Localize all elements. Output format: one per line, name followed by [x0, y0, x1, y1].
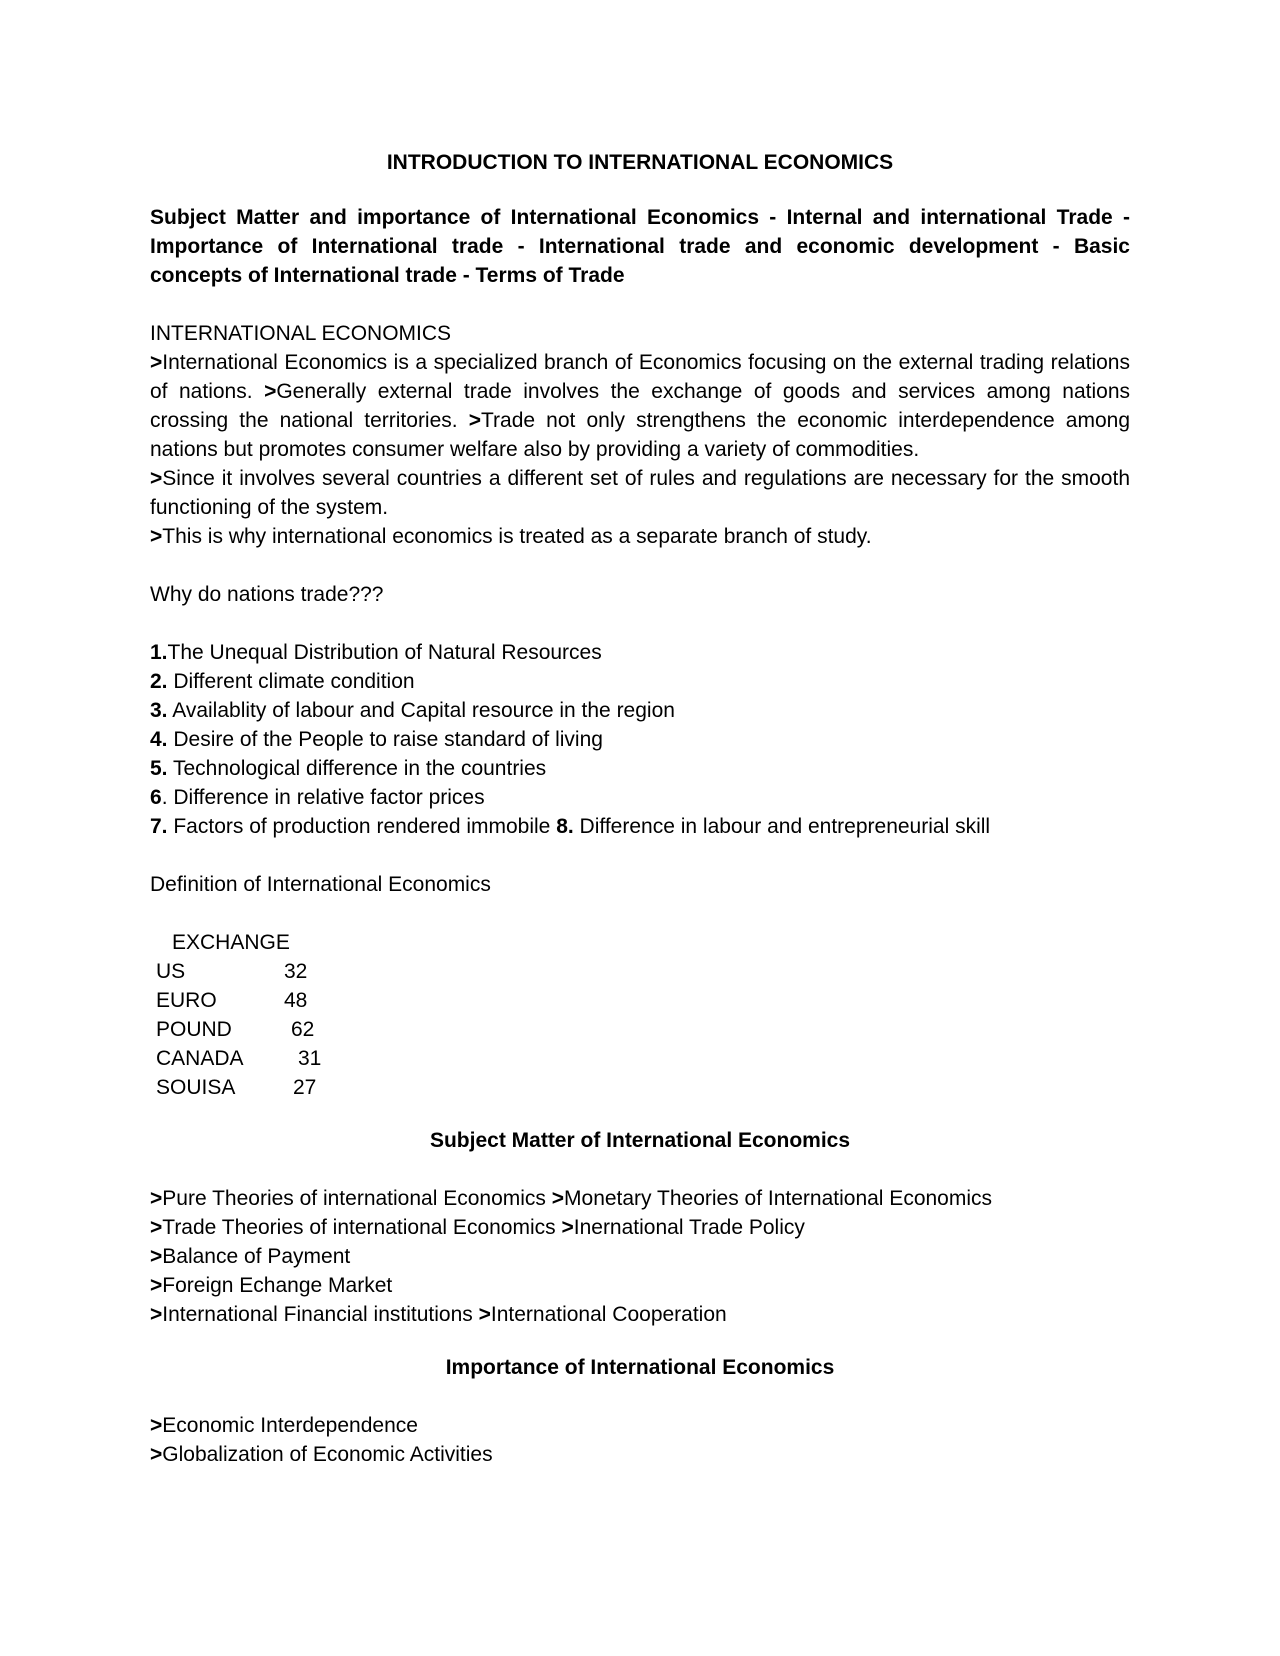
intro-text-2: Since it involves several countries a different set of rules and regulations are necessary for the smooth functioning of the system.: [150, 467, 1130, 519]
value-cell: 27: [293, 1076, 317, 1099]
list-item: [150, 812, 1130, 841]
value-cell: 48: [284, 989, 308, 1012]
item-text: The Unequal Distribution of Natural Resources: [167, 641, 602, 664]
item-text: Pure Theories of international Economics: [162, 1187, 552, 1210]
item-text: Foreign Echange Market: [162, 1274, 393, 1297]
why-trade-heading: Why do nations trade???: [150, 583, 384, 606]
list-item: [150, 1271, 1130, 1300]
reasons-list: [150, 638, 1130, 841]
arrow-marker: >: [468, 409, 481, 432]
item-number: 2.: [150, 670, 168, 693]
item-number: 6: [150, 786, 162, 809]
intro-text-3: This is why international economics is treated as a separate branch of study.: [162, 525, 872, 548]
subject-matter-list: [150, 1184, 1130, 1329]
arrow-marker: >: [150, 1303, 163, 1326]
list-item: [150, 783, 1130, 812]
list-item: [150, 638, 1130, 667]
summary-paragraph: Subject Matter and importance of International Economics - Internal and international Trade - Importance of International trade - International trade and economic development - Basic concepts of International trade - Terms of Trade: [150, 206, 1130, 287]
importance-list: [150, 1411, 1130, 1469]
value-cell: 32: [284, 960, 308, 983]
table-row: [156, 1073, 321, 1102]
arrow-marker: >: [150, 1245, 163, 1268]
item-number: 4.: [150, 728, 168, 751]
item-text: Monetary Theories of International Economics: [564, 1187, 993, 1210]
list-item: [150, 1184, 1130, 1213]
document-content: [150, 148, 1130, 1469]
value-cell: 31: [298, 1047, 322, 1070]
intro-paragraph-2: [150, 464, 1130, 522]
list-item: [150, 1213, 1130, 1242]
exchange-table: [156, 957, 321, 1102]
item-text: Trade Theories of international Economics: [162, 1216, 562, 1239]
arrow-marker: >: [150, 1216, 163, 1239]
item-text: . Difference in relative factor prices: [161, 786, 485, 809]
arrow-marker: >: [150, 351, 163, 374]
item-text: Factors of production rendered immobile: [167, 815, 557, 838]
intro-text-c: Trade not only strengthens the economic interdependence among nations but promotes consumer welfare also by providing a variety of commodities.: [150, 409, 1130, 461]
arrow-marker: >: [478, 1303, 491, 1326]
intro-text-b: Generally external trade involves the exchange of goods and services among nations crossing the national territories.: [150, 380, 1130, 432]
item-number: 3.: [150, 699, 168, 722]
item-text: International Financial institutions: [162, 1303, 479, 1326]
list-item: [150, 1440, 1130, 1469]
subject-matter-heading: Subject Matter of International Economics: [429, 1129, 851, 1152]
currency-cell: EURO: [156, 989, 217, 1012]
item-text: Difference in labour and entrepreneurial skill: [573, 815, 991, 838]
item-text: Economic Interdependence: [162, 1414, 418, 1437]
arrow-marker: >: [150, 1187, 163, 1210]
item-number: 8.: [556, 815, 574, 838]
item-number: 1.: [150, 641, 168, 664]
item-text: Desire of the People to raise standard of living: [167, 728, 603, 751]
exchange-title: EXCHANGE: [172, 931, 290, 954]
item-number: 5.: [150, 757, 168, 780]
value-cell: 62: [291, 1018, 315, 1041]
arrow-marker: >: [150, 525, 163, 548]
intro-paragraph-1: [150, 348, 1130, 464]
item-text: Availablity of labour and Capital resource in the region: [167, 699, 675, 722]
item-text: Inernational Trade Policy: [573, 1216, 805, 1239]
arrow-marker: >: [150, 1414, 163, 1437]
list-item: [150, 1300, 1130, 1329]
list-item: [150, 754, 1130, 783]
currency-cell: POUND: [156, 1018, 232, 1041]
intro-text-a: International Economics is a specialized branch of Economics focusing on the external trading relations of nations.: [150, 351, 1130, 403]
currency-cell: US: [156, 960, 186, 983]
arrow-marker: >: [561, 1216, 574, 1239]
list-item: [150, 1411, 1130, 1440]
importance-heading: Importance of International Economics: [445, 1356, 835, 1379]
item-number: 7.: [150, 815, 168, 838]
arrow-marker: >: [150, 1274, 163, 1297]
definition-heading: Definition of International Economics: [150, 873, 491, 896]
list-item: [150, 725, 1130, 754]
list-item: [150, 696, 1130, 725]
item-text: Globalization of Economic Activities: [162, 1443, 493, 1466]
currency-cell: CANADA: [156, 1047, 244, 1070]
table-row: [156, 1015, 321, 1044]
arrow-marker: >: [150, 467, 163, 490]
list-item: [150, 1242, 1130, 1271]
page-title: INTRODUCTION TO INTERNATIONAL ECONOMICS: [386, 151, 894, 174]
item-text: Different climate condition: [167, 670, 415, 693]
intro-paragraph-3: [150, 522, 1130, 551]
arrow-marker: >: [264, 380, 277, 403]
intro-heading: INTERNATIONAL ECONOMICS: [150, 322, 452, 345]
item-text: Technological difference in the countries: [167, 757, 547, 780]
currency-cell: SOUISA: [156, 1076, 236, 1099]
item-text: International Cooperation: [490, 1303, 727, 1326]
item-text: Balance of Payment: [162, 1245, 351, 1268]
table-row: [156, 1044, 321, 1073]
exchange-table-block: [156, 928, 1130, 1102]
arrow-marker: >: [551, 1187, 565, 1210]
arrow-marker: >: [150, 1443, 163, 1466]
table-row: [156, 957, 321, 986]
list-item: [150, 667, 1130, 696]
table-row: [156, 986, 321, 1015]
